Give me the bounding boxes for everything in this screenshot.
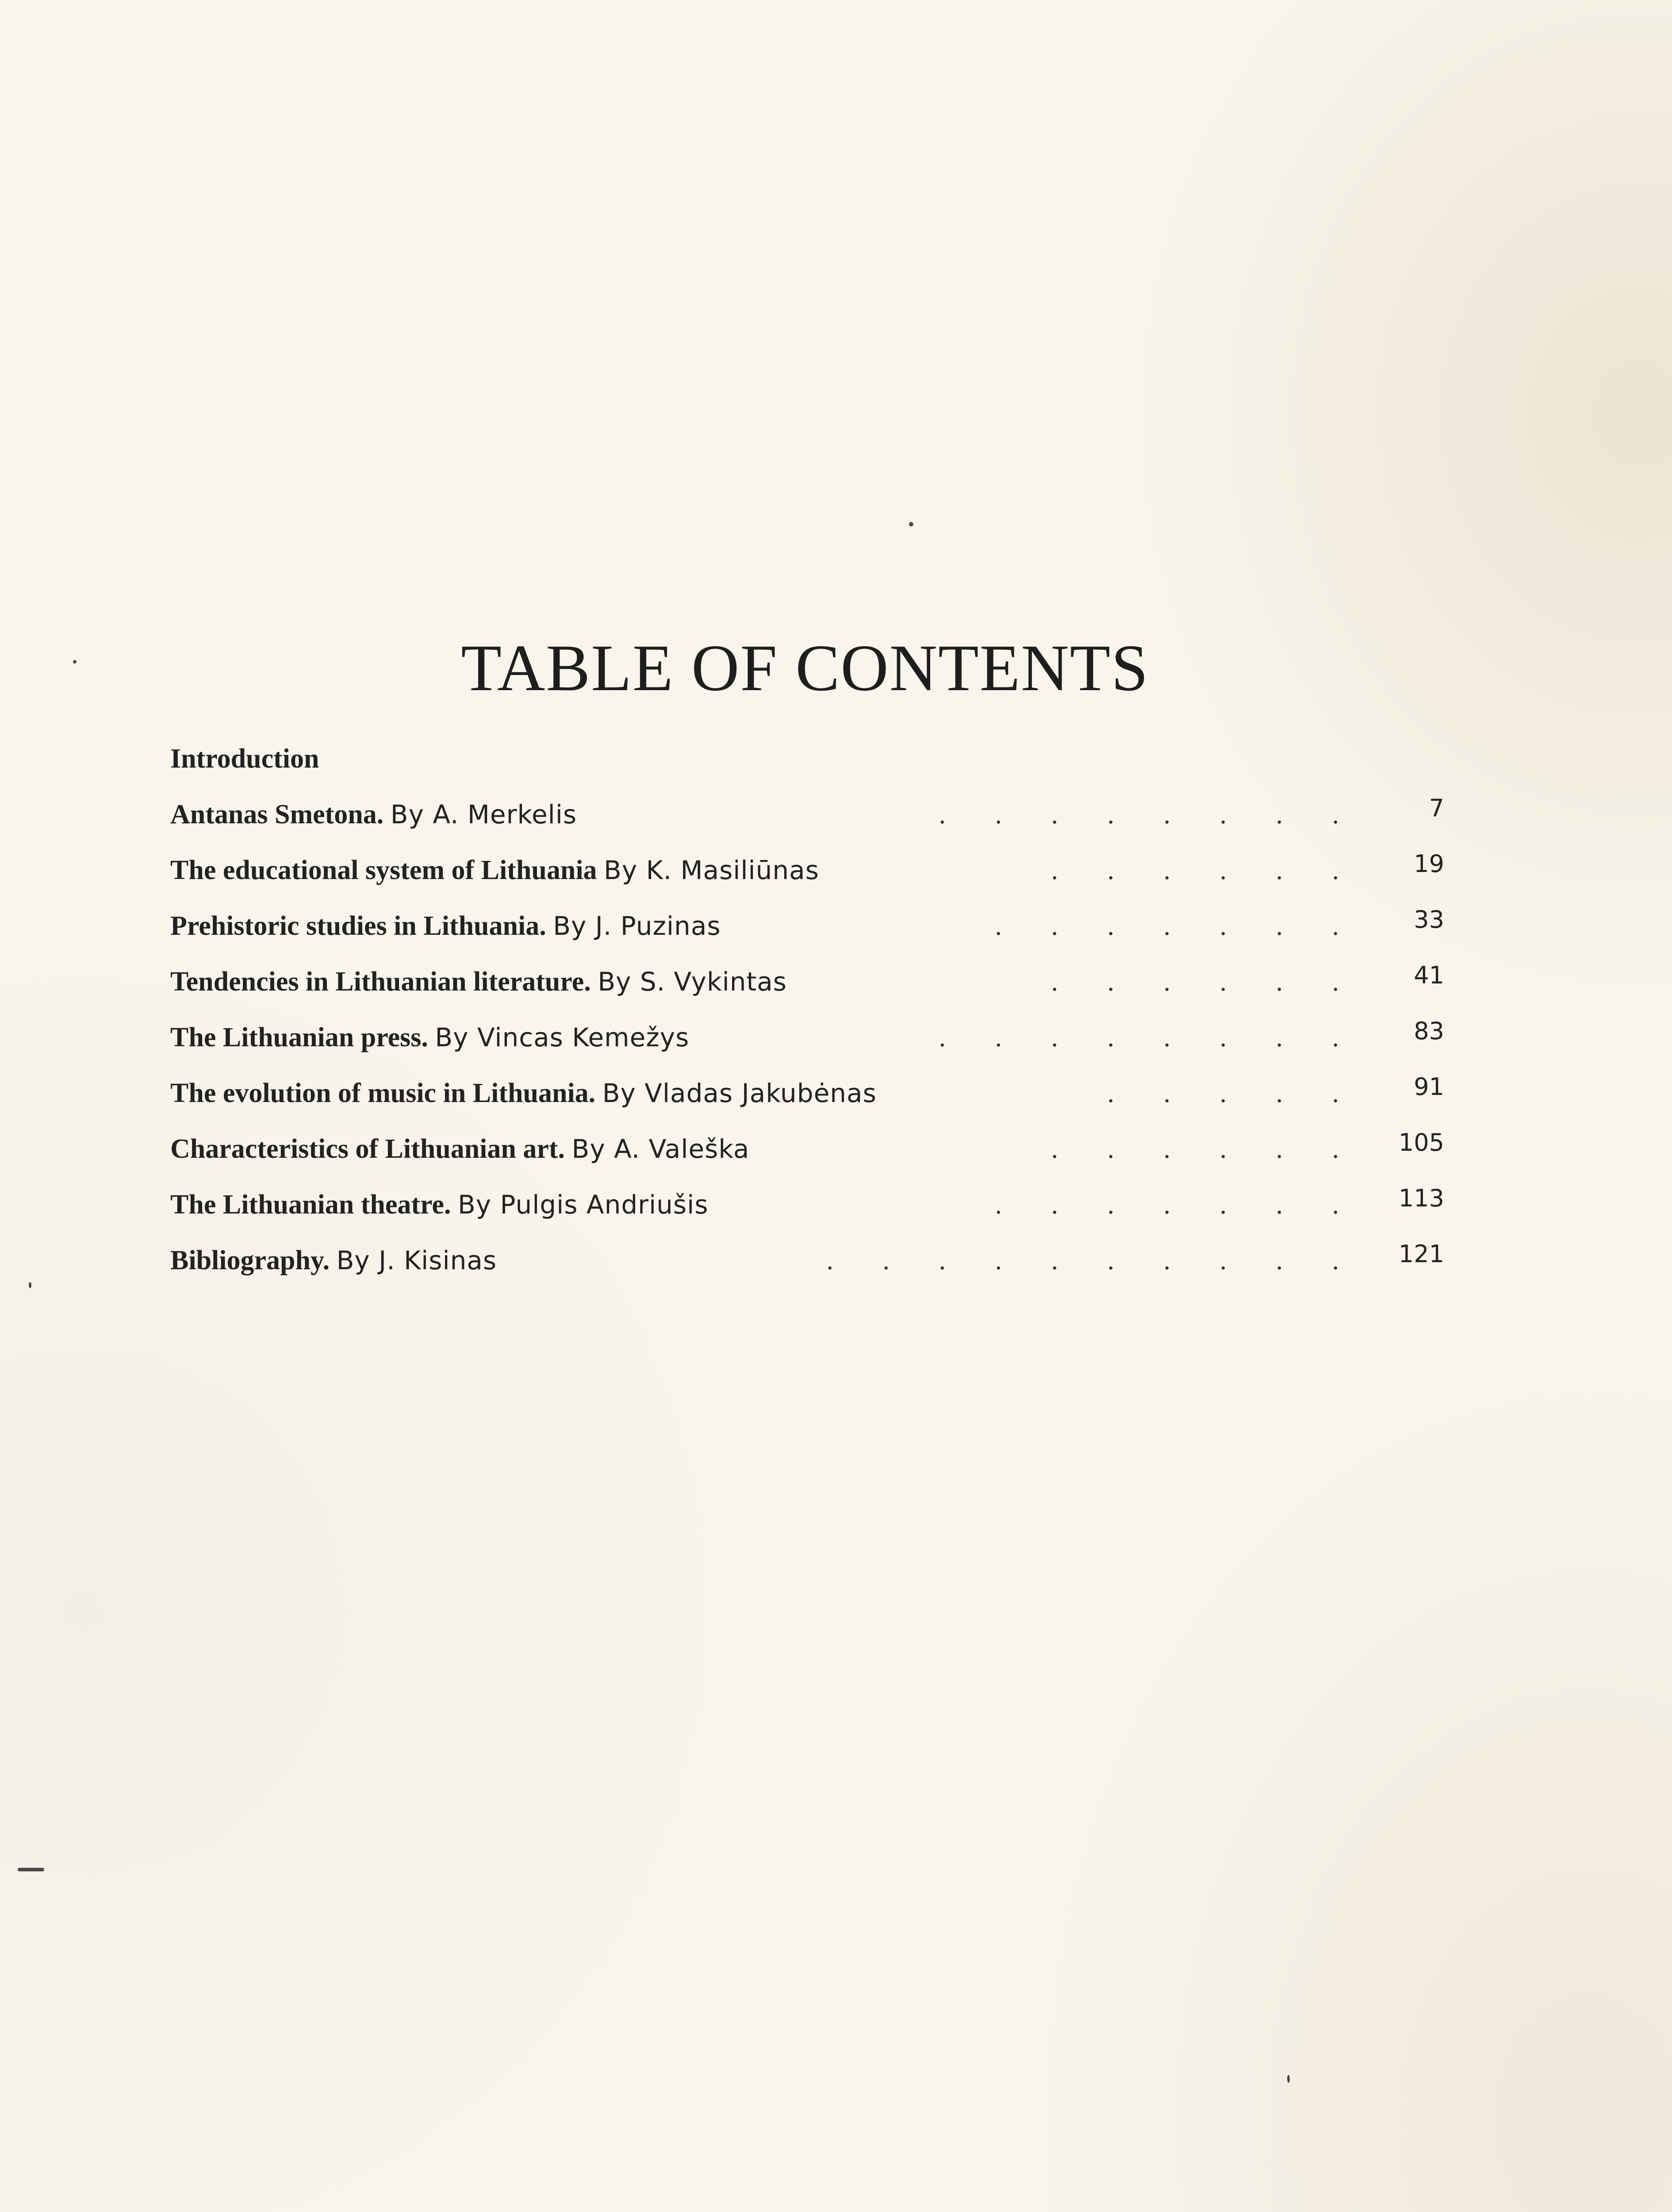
toc-entry-author: By K. Masiliūnas — [604, 855, 819, 885]
toc-entry-introduction — [170, 739, 1444, 795]
toc-entry-educational-system — [170, 850, 1444, 906]
toc-entry-title: Characteristics of Lithuanian art. By A. Valeška — [170, 1134, 750, 1164]
toc-entry-lithuanian-theatre — [170, 1185, 1444, 1240]
toc-dot-leader: . . . . . . . . . . — [826, 1245, 1360, 1275]
scan-speck — [18, 1868, 44, 1871]
toc-entry-lithuanian-press — [170, 1018, 1444, 1073]
toc-entry-author: By S. Vykintas — [598, 967, 787, 997]
page-title: TABLE OF CONTENTS — [461, 631, 1149, 705]
toc-entry-page: 83 — [1414, 1017, 1444, 1045]
toc-entry-evolution-music — [170, 1073, 1444, 1129]
toc-dot-leader: . . . . . . — [1051, 855, 1360, 885]
toc-entry-author: By A. Merkelis — [390, 799, 577, 830]
toc-dot-leader: . . . . . — [1107, 1078, 1360, 1108]
toc-entry-title: The Lithuanian press. By Vincas Kemežys — [170, 1022, 690, 1052]
toc-dot-leader: . . . . . . . . — [939, 799, 1360, 830]
toc-entry-page: 121 — [1398, 1240, 1444, 1268]
toc-dot-leader: . . . . . . — [1051, 967, 1360, 997]
toc-entry-author: By Vladas Jakubėnas — [602, 1078, 877, 1108]
toc-entry-author: By J. Puzinas — [553, 911, 721, 941]
toc-entry-tendencies-literature — [170, 962, 1444, 1018]
toc-entry-page: 41 — [1414, 961, 1444, 989]
scan-speck — [1287, 2075, 1290, 2083]
toc-entry-title: The educational system of Lithuania By K. Masiliūnas — [170, 855, 819, 885]
toc-entry-title: The evolution of music in Lithuania. By Vladas Jakubėnas — [170, 1078, 877, 1108]
toc-entry-page: 19 — [1414, 850, 1444, 878]
toc-entry-title: Tendencies in Lithuanian literature. By S. Vykintas — [170, 967, 787, 997]
toc-entry-author: By Pulgis Andriušis — [457, 1190, 709, 1220]
toc-dot-leader: . . . . . . . . — [939, 1022, 1360, 1052]
toc-entry-page: 7 — [1429, 794, 1444, 822]
toc-entry-author: By J. Kisinas — [336, 1245, 497, 1275]
table-of-contents — [170, 739, 1444, 1296]
toc-entry-title: Prehistoric studies in Lithuania. By J. Puzinas — [170, 911, 721, 941]
scan-speck — [73, 660, 77, 664]
toc-entry-author: By A. Valeška — [571, 1134, 750, 1164]
scan-speck — [29, 1282, 31, 1288]
toc-entry-page: 91 — [1414, 1073, 1444, 1101]
toc-dot-leader: . . . . . . . — [995, 911, 1360, 941]
toc-entry-title: Introduction — [170, 744, 319, 774]
toc-entry-title: Bibliography. By J. Kisinas — [170, 1245, 497, 1275]
toc-entry-characteristics-art — [170, 1129, 1444, 1185]
toc-entry-title: The Lithuanian theatre. By Pulgis Andriušis — [170, 1190, 709, 1220]
toc-entry-antanas-smetona — [170, 795, 1444, 850]
toc-entry-page: 113 — [1398, 1184, 1444, 1212]
toc-entry-page: 105 — [1398, 1129, 1444, 1156]
toc-entry-title: Antanas Smetona. By A. Merkelis — [170, 799, 577, 830]
toc-dot-leader: . . . . . . — [1051, 1134, 1360, 1164]
toc-entry-prehistoric-studies — [170, 906, 1444, 962]
toc-dot-leader: . . . . . . . — [995, 1190, 1360, 1220]
toc-entry-page: 33 — [1414, 906, 1444, 933]
toc-entry-author: By Vincas Kemežys — [435, 1022, 690, 1052]
scan-speck — [909, 522, 913, 526]
toc-entry-bibliography — [170, 1240, 1444, 1296]
